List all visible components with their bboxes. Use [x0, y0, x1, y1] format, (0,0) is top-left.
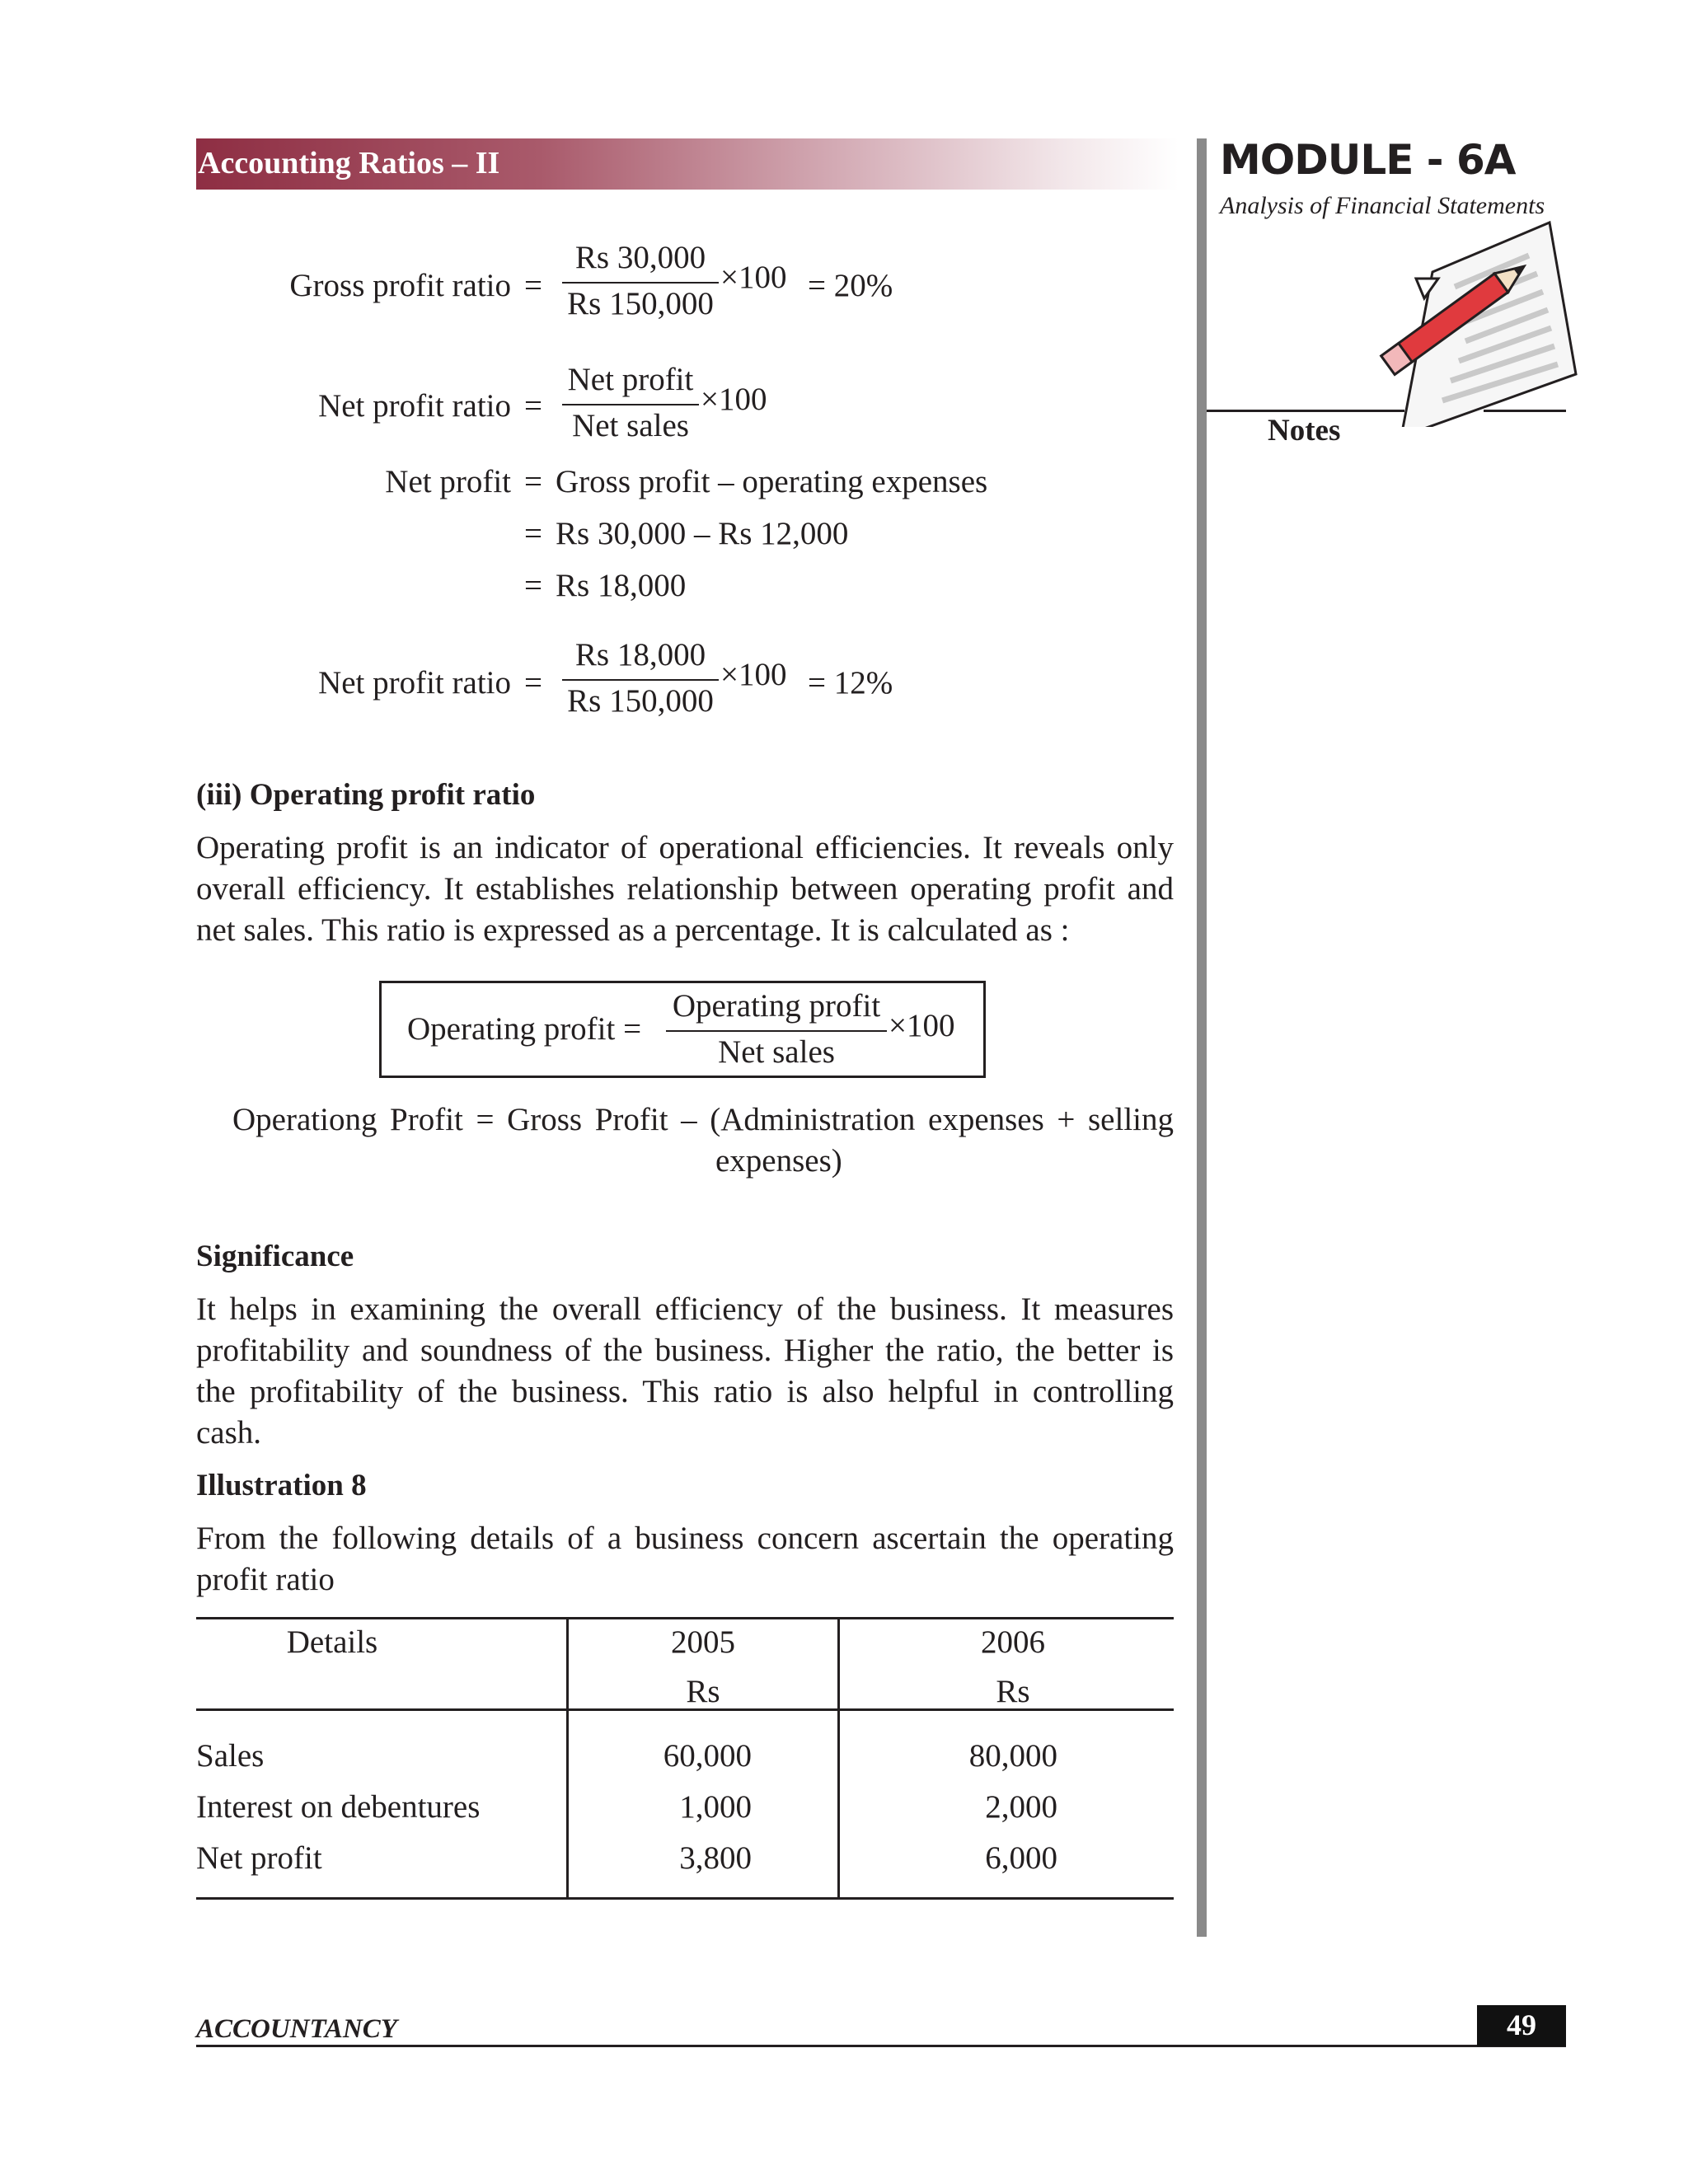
table-cell-2005: 3,800 — [679, 1840, 752, 1876]
notes-rule-right — [1484, 410, 1566, 412]
page-number: 49 — [1477, 2005, 1566, 2046]
net-profit-ratio-denominator: Rs 150,000 — [567, 683, 714, 719]
table-header-details: Details — [286, 1624, 378, 1660]
table-cell-2006: 6,000 — [985, 1840, 1057, 1876]
times-hundred: ×100 — [701, 382, 767, 417]
gross-profit-ratio-label: Gross profit ratio — [289, 268, 511, 303]
net-profit-ratio-label: Net profit ratio — [318, 665, 511, 701]
paragraph-line: From the following details of a business concern ascertain the operating — [196, 1521, 1174, 1556]
times-hundred: ×100 — [720, 657, 787, 692]
times-hundred: ×100 — [889, 1008, 955, 1043]
table-cell-2006: 2,000 — [985, 1789, 1057, 1825]
table-cell-2005: 1,000 — [679, 1789, 752, 1825]
net-profit-line-1: Gross profit – operating expenses — [556, 464, 988, 499]
paragraph-line: net sales. This ratio is expressed as a percentage. It is calculated as : — [196, 912, 1070, 948]
chapter-title: Accounting Ratios – II — [198, 146, 500, 180]
table-unit-2005: Rs — [686, 1674, 720, 1709]
table-unit-2006: Rs — [996, 1674, 1030, 1709]
notes-pencil-icon — [1360, 213, 1591, 427]
significance-heading: Significance — [196, 1240, 354, 1273]
table-header-2005: 2005 — [671, 1624, 735, 1660]
module-title: MODULE - 6A — [1220, 136, 1516, 184]
significance-paragraph — [196, 1289, 1174, 1454]
operating-profit-definition-line-1: Operationg Profit = Gross Profit – (Administration expenses + selling — [232, 1102, 1174, 1137]
equals-sign: = — [524, 568, 542, 603]
operating-profit-formula-label: Operating profit = — [407, 1011, 642, 1047]
paragraph-line: Operating profit is an indicator of operational efficiencies. It reveals only — [196, 830, 1174, 865]
table-header-2006: 2006 — [981, 1624, 1045, 1660]
operating-profit-numerator: Operating profit — [672, 988, 881, 1024]
net-profit-denominator: Net sales — [572, 408, 689, 443]
times-hundred: ×100 — [720, 260, 787, 295]
equals-sign: = — [524, 464, 542, 499]
net-profit-numerator: Net profit — [567, 362, 694, 397]
equals-sign: = — [524, 516, 542, 551]
operating-profit-paragraph — [196, 827, 1174, 951]
equals-sign: = — [524, 268, 542, 303]
operating-profit-definition-line-2: expenses) — [715, 1143, 842, 1179]
net-profit-line-3: Rs 18,000 — [556, 568, 687, 603]
equals-sign: = — [524, 665, 542, 701]
footer-subject: ACCOUNTANCY — [196, 2014, 397, 2044]
net-profit-ratio-numerator: Rs 18,000 — [574, 637, 706, 673]
paragraph-line: profitability and soundness of the business. Higher the ratio, the better is — [196, 1333, 1174, 1368]
notes-label: Notes — [1268, 414, 1341, 448]
module-subtitle: Analysis of Financial Statements — [1220, 192, 1545, 219]
gross-profit-denominator: Rs 150,000 — [567, 286, 714, 321]
net-profit-ratio-result: = 12% — [808, 665, 893, 701]
net-profit-label: Net profit — [385, 464, 511, 499]
equals-sign: = — [524, 388, 542, 424]
gross-profit-result: = 20% — [808, 268, 893, 303]
table-bottom-rule — [196, 1897, 1174, 1900]
net-profit-ratio-label: Net profit ratio — [318, 388, 511, 424]
table-top-rule — [196, 1617, 1174, 1619]
table-row-label: Interest on debentures — [196, 1789, 481, 1825]
table-row-label: Net profit — [196, 1840, 322, 1876]
paragraph-line: the profitability of the business. This ratio is also helpful in controlling cash. — [196, 1374, 1174, 1451]
net-profit-line-2: Rs 30,000 – Rs 12,000 — [556, 516, 849, 551]
sidebar-divider — [1197, 138, 1207, 1937]
paragraph-line: overall efficiency. It establishes relationship between operating profit and — [196, 871, 1174, 907]
table-row-label: Sales — [196, 1738, 265, 1774]
table-cell-2005: 60,000 — [663, 1738, 752, 1774]
illustration-paragraph — [196, 1518, 1174, 1601]
gross-profit-numerator: Rs 30,000 — [574, 240, 706, 275]
illustration-heading: Illustration 8 — [196, 1469, 367, 1502]
operating-profit-denominator: Net sales — [718, 1034, 835, 1070]
paragraph-line: It helps in examining the overall efficiency of the business. It measures — [196, 1291, 1174, 1327]
paragraph-line: profit ratio — [196, 1562, 335, 1597]
section-heading: (iii) Operating profit ratio — [196, 778, 536, 812]
table-cell-2006: 80,000 — [968, 1738, 1057, 1774]
footer-rule — [196, 2045, 1566, 2047]
